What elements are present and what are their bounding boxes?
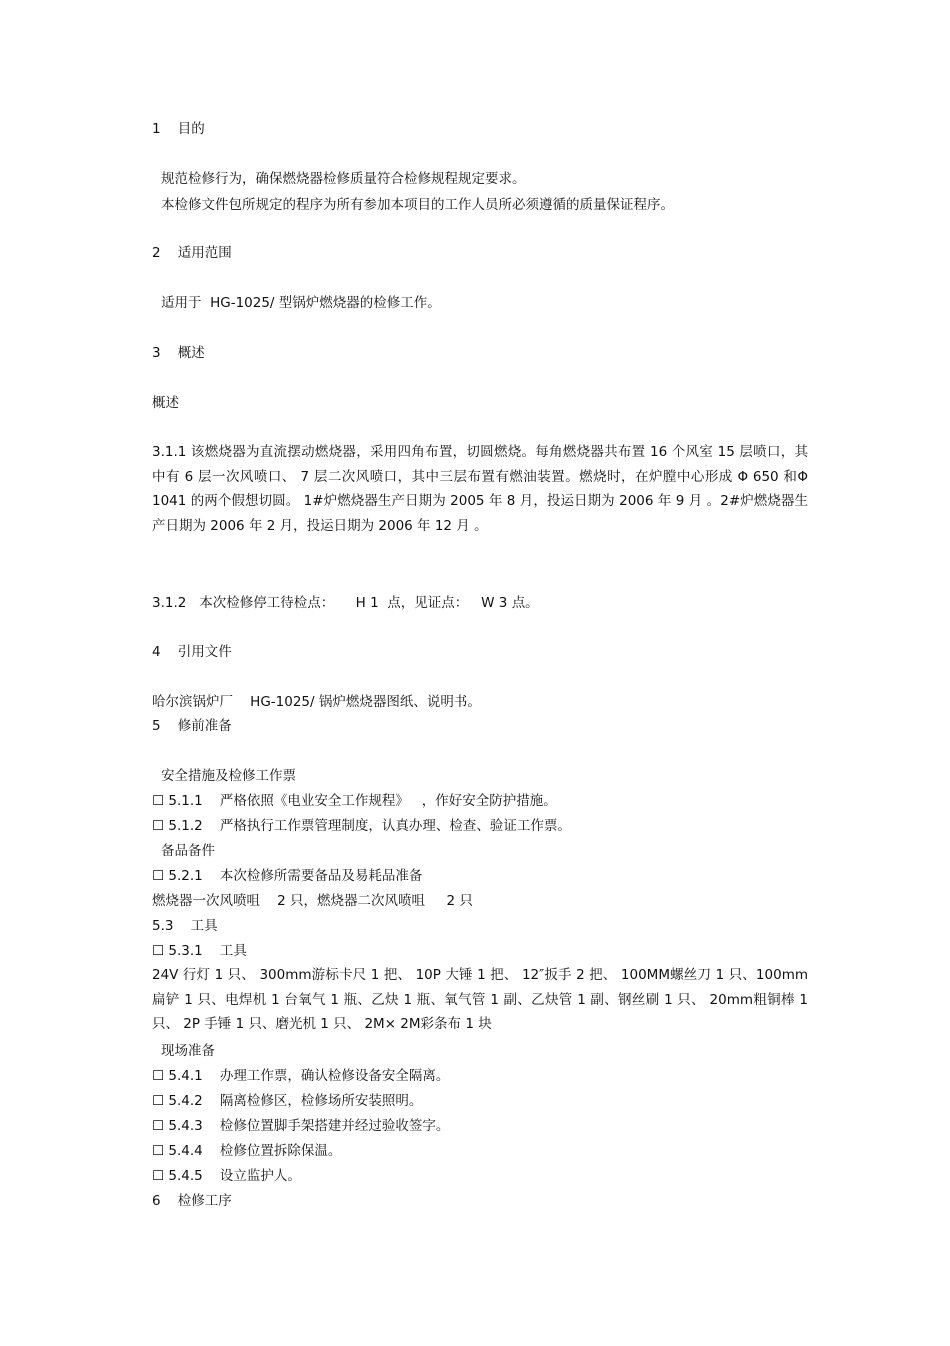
section-6-heading: 6 检修工序	[152, 1193, 232, 1209]
section-3-subheading: 概述	[152, 395, 179, 411]
section-5-2-subheading: 备品备件	[161, 843, 215, 859]
section-5-1-subheading: 安全措施及检修工作票	[161, 768, 296, 784]
section-3-heading: 3 概述	[152, 345, 205, 361]
checklist-item-5-1-2: ☐ 5.1.2 严格执行工作票管理制度，认真办理、检查、验证工作票。	[152, 818, 571, 834]
section-1-paragraph-1: 规范检修行为，确保燃烧器检修质量符合检修规程规定要求。	[161, 171, 526, 187]
checklist-item-5-4-3: ☐ 5.4.3 检修位置脚手架搭建并经过验收签字。	[152, 1118, 450, 1134]
checklist-item-5-3-1: ☐ 5.3.1 工具	[152, 943, 247, 959]
section-1-paragraph-2: 本检修文件包所规定的程序为所有参加本项目的工作人员所必须遵循的质量保证程序。	[161, 197, 674, 213]
checklist-item-5-4-2: ☐ 5.4.2 隔离检修区，检修场所安装照明。	[152, 1093, 423, 1109]
section-5-heading: 5 修前准备	[152, 718, 232, 734]
section-5-4-subheading: 现场准备	[161, 1043, 215, 1059]
checklist-item-5-4-1: ☐ 5.4.1 办理工作票，确认检修设备安全隔离。	[152, 1068, 450, 1084]
section-5-3-tools-paragraph: 24V 行灯 1 只、 300mm游标卡尺 1 把、 10P 大锤 1 把、 12″扳手 2 把、 100MM螺丝刀 1 只、100mm扁铲 1 只、电焊机 1 台氧气 1 瓶、乙炔 1 瓶、氧气管 1 副、乙炔管 1 副、钢丝刷 1 只、 20mm粗铜棒 1 只、 2P 手锤 1 只、磨光机 1 只、 2M× 2M彩条布 1 块	[152, 967, 808, 1032]
checklist-item-5-2-1: ☐ 5.2.1 本次检修所需要备品及易耗品准备	[152, 868, 423, 884]
section-5-3-heading: 5.3 工具	[152, 918, 218, 934]
section-5-2-paragraph: 燃烧器一次风喷咀 2 只，燃烧器二次风喷咀 2 只	[152, 893, 473, 909]
checklist-item-5-4-5: ☐ 5.4.5 设立监护人。	[152, 1168, 301, 1184]
section-3-1-2-paragraph: 3.1.2 本次检修停工待检点： H 1 点，见证点： W 3 点。	[152, 595, 539, 611]
checklist-item-5-1-1: ☐ 5.1.1 严格依照《电业安全工作规程》 ，作好安全防护措施。	[152, 793, 557, 809]
section-4-paragraph: 哈尔滨锅炉厂 HG-1025/ 锅炉燃烧器图纸、说明书。	[152, 694, 481, 710]
section-3-1-1-paragraph: 3.1.1 该燃烧器为直流摆动燃烧器，采用四角布置，切圆燃烧。每角燃烧器共布置 16 个风室 15 层喷口，其中有 6 层一次风喷口、 7 层二次风喷口，其中三层布置有燃油装置。燃烧时，在炉膛中心形成 Φ 650 和Φ 1041 的两个假想切圆。 1#炉燃烧器生产日期为 2005 年 8 月，投运日期为 2006 年 9 月 。2#炉燃烧器生产日期为 2006 年 2 月，投运日期为 2006 年 12 月 。	[152, 444, 808, 534]
section-4-heading: 4 引用文件	[152, 644, 232, 660]
checklist-item-5-4-4: ☐ 5.4.4 检修位置拆除保温。	[152, 1143, 342, 1159]
section-2-heading: 2 适用范围	[152, 245, 232, 261]
section-2-paragraph: 适用于 HG-1025/ 型锅炉燃烧器的检修工作。	[161, 295, 441, 311]
section-1-heading: 1 目的	[152, 121, 205, 137]
